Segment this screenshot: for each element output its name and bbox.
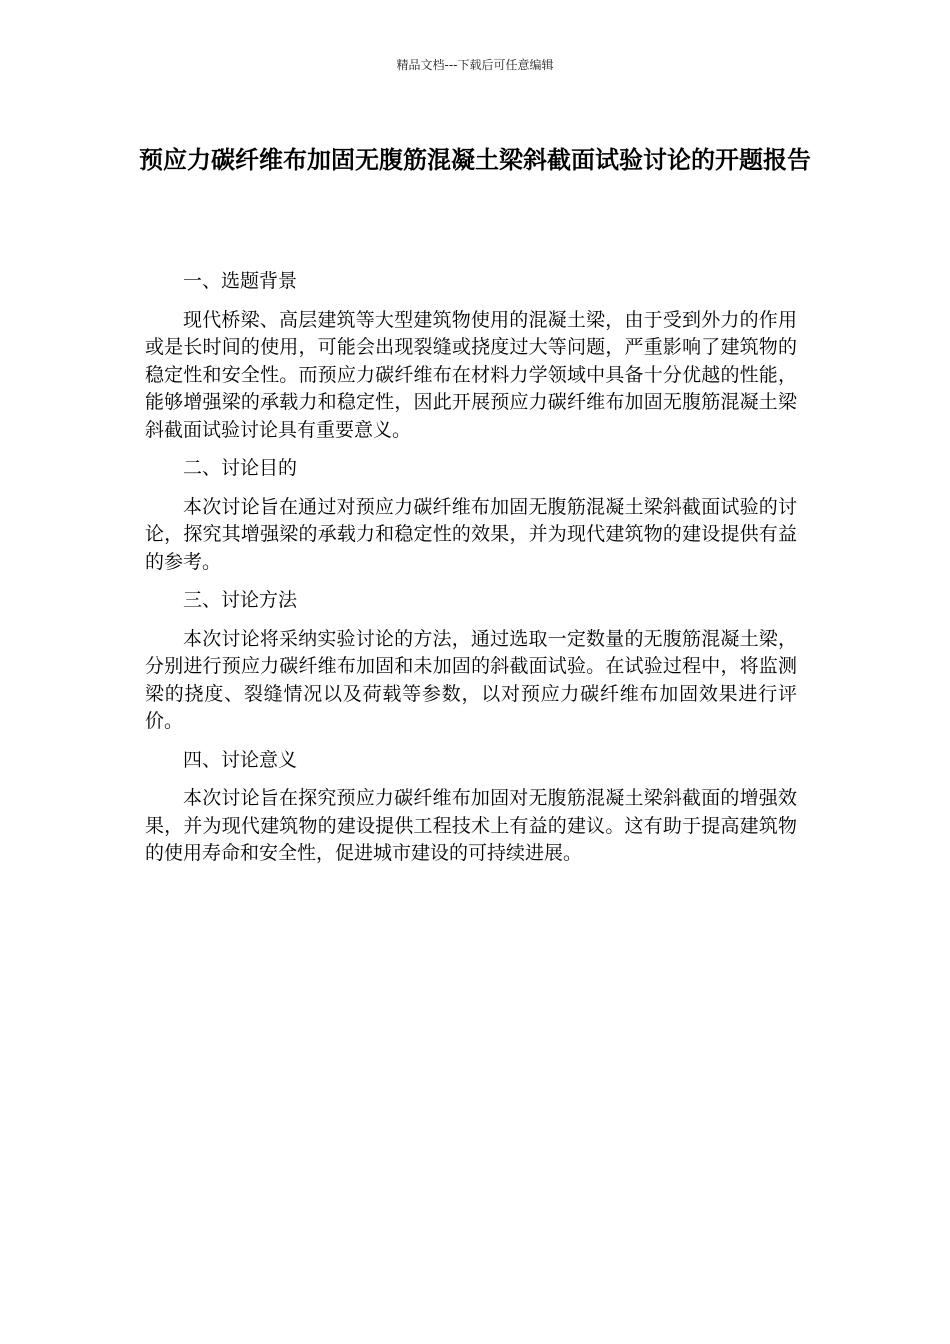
section-paragraph-background: 现代桥梁、高层建筑等大型建筑物使用的混凝土梁，由于受到外力的作用或是长时间的使用，可能会出现裂缝或挠度过大等问题，严重影响了建筑物的稳定性和安全性。而预应力碳纤维布在材料力学领域中具备十分优越的性能，能够增强梁的承载力和稳定性，因此开展预应力碳纤维布加固无腹筋混凝土梁斜截面试验讨论具有重要意义。: [145, 308, 797, 441]
section-paragraph-method: 本次讨论将采纳实验讨论的方法，通过选取一定数量的无腹筋混凝土梁，分别进行预应力碳纤维布加固和未加固的斜截面试验。在试验过程中，将监测梁的挠度、裂缝情况以及荷载等参数，以对预应力碳纤维布加固效果进行评价。: [145, 627, 797, 732]
section-paragraph-purpose: 本次讨论旨在通过对预应力碳纤维布加固无腹筋混凝土梁斜截面试验的讨论，探究其增强梁的承载力和稳定性的效果，并为现代建筑物的建设提供有益的参考。: [145, 495, 797, 573]
document-title: 预应力碳纤维布加固无腹筋混凝土梁斜截面试验讨论的开题报告: [139, 146, 811, 174]
section-heading-purpose: 二、讨论目的: [183, 457, 298, 479]
section-heading-significance: 四、讨论意义: [183, 748, 298, 771]
page-header: 精品文档---下载后可任意编辑: [396, 58, 554, 72]
document-body: [145, 268, 797, 879]
section-heading-method: 三、讨论方法: [183, 589, 298, 611]
section-paragraph-significance: 本次讨论旨在探究预应力碳纤维布加固对无腹筋混凝土梁斜截面的增强效果，并为现代建筑物的建设提供工程技术上有益的建议。这有助于提高建筑物的使用寿命和安全性，促进城市建设的可持续进展。: [145, 787, 797, 864]
section-heading-background: 一、选题背景: [183, 270, 298, 292]
